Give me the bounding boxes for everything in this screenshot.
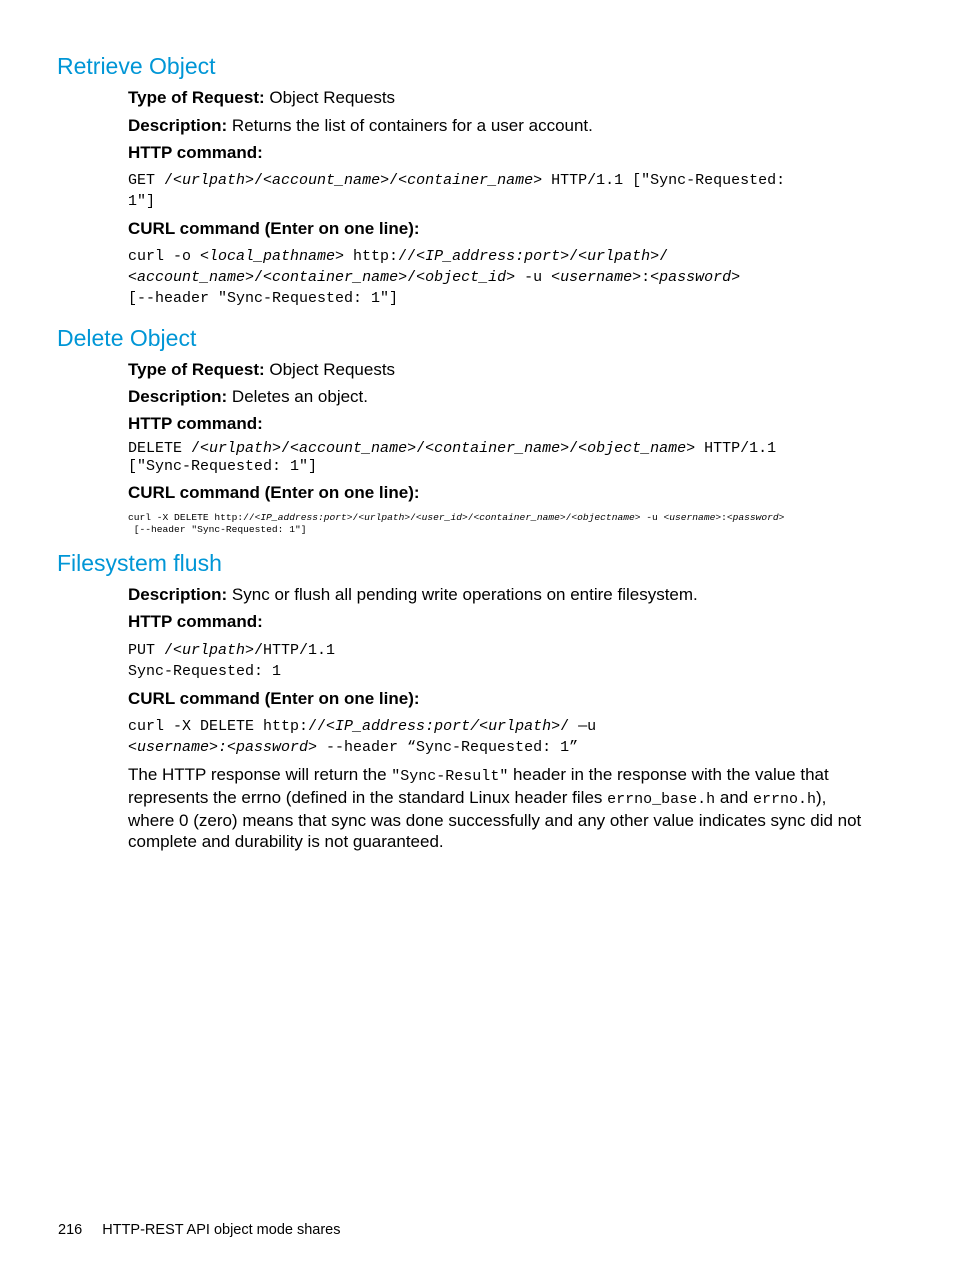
code-text: / xyxy=(659,248,669,265)
inline-code: errno_base.h xyxy=(607,791,716,808)
code-placeholder: <username> xyxy=(663,512,722,523)
retrieve-curl-command xyxy=(128,246,740,309)
code-text: / xyxy=(254,172,264,189)
code-line xyxy=(128,440,776,458)
code-text: / xyxy=(389,172,399,189)
delete-http-label: HTTP command: xyxy=(128,414,263,433)
heading-retrieve-object: Retrieve Object xyxy=(57,53,216,79)
code-text: / xyxy=(565,512,572,523)
code-text: DELETE / xyxy=(128,440,201,457)
code-placeholder: <IP_address:port/<urlpath> xyxy=(326,718,561,735)
code-placeholder: <container_name> xyxy=(425,440,570,457)
code-text: [--header "Sync-Requested: 1"] xyxy=(128,524,307,535)
flush-response-paragraph xyxy=(128,764,873,852)
code-text: HTTP/1.1 ["Sync-Requested: xyxy=(542,172,786,189)
code-placeholder: <objectname> xyxy=(571,512,641,523)
code-placeholder: <urlpath> xyxy=(200,440,282,457)
code-placeholder: <urlpath> xyxy=(358,512,411,523)
page-number: 216 xyxy=(58,1222,83,1238)
code-text: 1"] xyxy=(128,193,156,210)
code-line xyxy=(128,640,335,661)
label: Description: xyxy=(128,387,228,406)
code-text: / xyxy=(569,248,579,265)
paragraph-text: The HTTP response will return the xyxy=(128,765,392,784)
code-line xyxy=(128,716,596,737)
label: Description: xyxy=(128,116,228,135)
code-text: / xyxy=(467,512,474,523)
code-placeholder: <account_name> xyxy=(128,269,255,286)
code-text: / xyxy=(254,269,264,286)
code-placeholder: <username>:<password> xyxy=(128,739,318,756)
paragraph-text: and xyxy=(715,788,753,807)
code-line xyxy=(128,737,596,758)
code-text: curl -X DELETE http:// xyxy=(128,512,255,523)
code-placeholder: <password> xyxy=(726,512,785,523)
code-text: / xyxy=(407,269,417,286)
code-line xyxy=(128,288,740,309)
label: Description: xyxy=(128,585,228,604)
label: Type of Request: xyxy=(128,360,265,379)
code-text: --header “Sync-Requested: 1” xyxy=(317,739,579,756)
code-placeholder: <urlpath> xyxy=(173,172,255,189)
retrieve-description xyxy=(128,115,593,136)
code-placeholder: <account_name> xyxy=(290,440,417,457)
code-text: /HTTP/1.1 xyxy=(254,642,336,659)
code-text: / —u xyxy=(560,718,597,735)
retrieve-http-command xyxy=(128,170,785,212)
flush-description xyxy=(128,584,698,605)
code-placeholder: <container_name> xyxy=(473,512,566,523)
retrieve-curl-label: CURL command (Enter on one line): xyxy=(128,219,420,238)
code-placeholder: <object_id> xyxy=(416,269,516,286)
delete-curl-command xyxy=(128,512,784,536)
value: Object Requests xyxy=(269,88,396,107)
code-text: : xyxy=(721,512,727,523)
retrieve-type-of-request xyxy=(128,87,395,108)
code-placeholder: <username> xyxy=(551,269,642,286)
flush-http-label: HTTP command: xyxy=(128,612,263,631)
heading-filesystem-flush: Filesystem flush xyxy=(57,550,222,576)
code-placeholder: <IP_address:port> xyxy=(416,248,570,265)
code-text: / xyxy=(569,440,579,457)
code-line xyxy=(128,246,740,267)
code-line xyxy=(128,524,784,536)
code-placeholder: <user_id> xyxy=(415,512,468,523)
code-line xyxy=(128,267,740,288)
code-text: curl -X DELETE http:// xyxy=(128,718,327,735)
code-placeholder: <local_pathname> xyxy=(200,248,345,265)
code-line xyxy=(128,191,785,212)
inline-code: errno.h xyxy=(752,791,816,808)
flush-http-command xyxy=(128,640,335,682)
value: Sync or flush all pending write operations on entire filesystem. xyxy=(231,585,698,604)
retrieve-http-label: HTTP command: xyxy=(128,143,263,162)
label: Type of Request: xyxy=(128,88,265,107)
code-placeholder: <object_name> xyxy=(578,440,696,457)
code-placeholder: <IP_address:port> xyxy=(254,512,353,523)
footer-title: HTTP-REST API object mode shares xyxy=(102,1222,341,1238)
code-text: -u xyxy=(640,512,664,523)
code-text: PUT / xyxy=(128,642,174,659)
code-text: / xyxy=(410,512,416,523)
code-text: : xyxy=(641,269,651,286)
paragraph-text: header in the response with the value that represents the errno (defined in the standard Linux header files xyxy=(128,765,829,807)
code-text: Sync-Requested: 1 xyxy=(128,663,282,680)
value: Returns the list of containers for a user account. xyxy=(231,116,593,135)
heading-delete-object: Delete Object xyxy=(57,325,197,351)
code-text: -u xyxy=(515,269,552,286)
code-line xyxy=(128,661,335,682)
code-text: HTTP/1.1 xyxy=(695,440,777,457)
code-text: http:// xyxy=(344,248,417,265)
value: Object Requests xyxy=(269,360,396,379)
delete-http-command xyxy=(128,440,776,476)
code-placeholder: <urlpath> xyxy=(578,248,660,265)
code-text: curl -o xyxy=(128,248,201,265)
paragraph-text: ), where 0 (zero) means that sync was done successfully and any other value indicates sync did not complete and durability is not guaranteed. xyxy=(128,788,862,851)
inline-code: "Sync-Result" xyxy=(391,768,509,785)
code-text: / xyxy=(281,440,291,457)
code-line xyxy=(128,458,776,476)
code-line xyxy=(128,170,785,191)
code-text: [--header "Sync-Requested: 1"] xyxy=(128,290,399,307)
flush-curl-command xyxy=(128,716,596,758)
code-placeholder: <container_name> xyxy=(263,269,408,286)
code-placeholder: <account_name> xyxy=(263,172,390,189)
code-text: GET / xyxy=(128,172,174,189)
code-line xyxy=(128,512,784,524)
delete-description xyxy=(128,386,368,407)
code-placeholder: <urlpath> xyxy=(173,642,255,659)
code-text: ["Sync-Requested: 1"] xyxy=(128,458,318,475)
code-text: / xyxy=(416,440,426,457)
delete-curl-label: CURL command (Enter on one line): xyxy=(128,483,420,502)
code-text: / xyxy=(352,512,359,523)
code-placeholder: <password> xyxy=(650,269,741,286)
value: Deletes an object. xyxy=(231,387,369,406)
page-footer xyxy=(58,1222,341,1238)
code-placeholder: <container_name> xyxy=(398,172,543,189)
delete-type-of-request xyxy=(128,359,395,380)
flush-curl-label: CURL command (Enter on one line): xyxy=(128,689,420,708)
